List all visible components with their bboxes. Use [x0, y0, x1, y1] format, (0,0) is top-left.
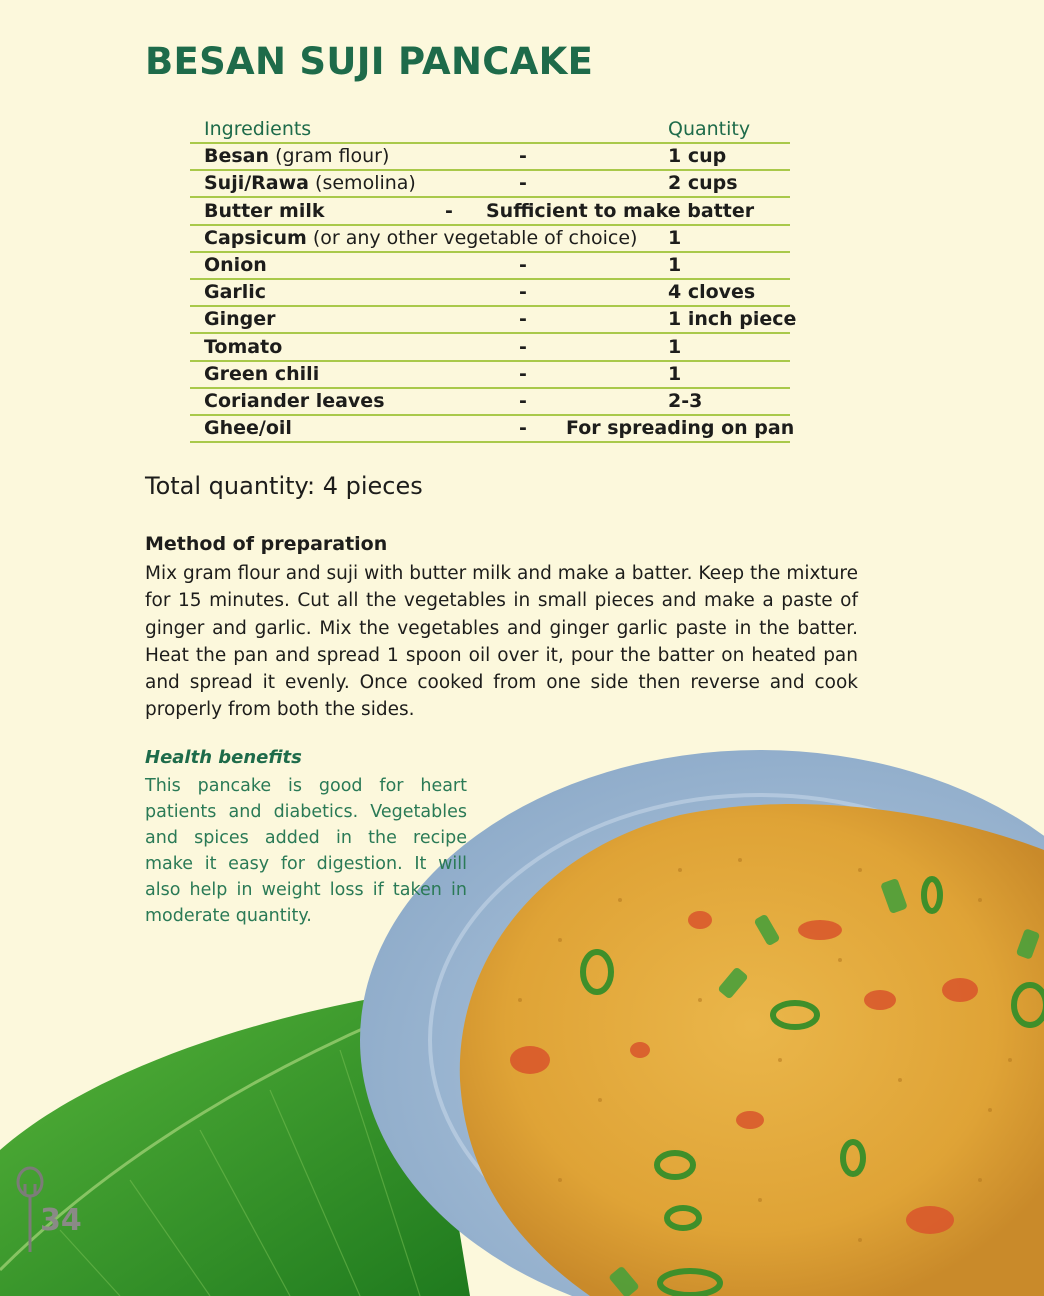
ingredient-name: Garlic	[204, 281, 267, 304]
separator-dash: -	[519, 281, 527, 304]
separator-dash: -	[519, 335, 527, 358]
ingredient-quantity: 1	[668, 226, 682, 249]
method-paragraph: Mix gram flour and suji with butter milk and make a batter. Keep the mixture for 15 minutes. Cut all the vegetables in small pieces and make a paste of ginger and garlic. Mix the vegetables and ginger garlic paste in the batter. Heat the pan and spread 1 spoon oil over it, pour the batter on heated pan and spread it evenly. Once cooked from one side then reverse and cook properly from both the sides.	[145, 563, 858, 721]
quantity-column-header: Quantity	[668, 118, 751, 140]
page-number: 34	[40, 1203, 82, 1238]
separator-dash: -	[519, 172, 527, 195]
ingredient-quantity: Sufficient to make batter	[486, 199, 755, 222]
ingredient-quantity: 2-3	[668, 389, 703, 412]
table-row	[190, 389, 790, 416]
ingredient-quantity: 1	[668, 362, 682, 385]
ingredient-quantity: 1 inch piece	[668, 308, 797, 331]
table-row	[190, 362, 790, 389]
ingredient-quantity: 4 cloves	[668, 281, 756, 304]
separator-dash: -	[445, 199, 453, 222]
separator-dash: -	[519, 417, 527, 440]
ingredient-name: Suji/Rawa (semolina)	[204, 172, 416, 195]
table-row	[190, 416, 795, 443]
separator-dash: -	[519, 145, 527, 168]
ingredients-column-header: Ingredients	[204, 118, 312, 140]
health-benefits-paragraph: This pancake is good for heart patients and diabetics. Vegetables and spices added in the recipe make it easy for digestion. It will also help in weight loss if taken in moderate quantity.	[145, 776, 467, 926]
ingredient-name: Butter milk	[204, 199, 325, 222]
ingredient-quantity: 1	[668, 335, 682, 358]
table-row	[190, 226, 790, 253]
ingredient-name: Ginger	[204, 308, 276, 331]
method-heading: Method of preparation	[145, 533, 388, 555]
ingredient-quantity: For spreading on pan	[566, 417, 795, 440]
ingredients-header	[190, 112, 790, 144]
table-row	[190, 253, 790, 280]
ingredient-name: Green chili	[204, 362, 320, 385]
table-row	[190, 171, 790, 198]
ingredient-name: Capsicum (or any other vegetable of choice)	[204, 226, 638, 249]
ingredient-name: Ghee/oil	[204, 417, 292, 440]
ingredient-name: Tomato	[204, 335, 283, 358]
ingredient-name: Besan (gram flour)	[204, 145, 390, 168]
ingredients-table	[190, 112, 797, 443]
separator-dash: -	[519, 389, 527, 412]
ingredient-name: Onion	[204, 253, 267, 276]
separator-dash: -	[519, 253, 527, 276]
separator-dash: -	[519, 308, 527, 331]
table-row	[190, 280, 790, 307]
ingredient-quantity: 1	[668, 253, 682, 276]
total-quantity: Total quantity: 4 pieces	[145, 472, 423, 500]
table-row	[190, 144, 790, 171]
separator-dash: -	[519, 362, 527, 385]
ingredient-name: Coriander leaves	[204, 389, 385, 412]
table-row	[190, 307, 797, 334]
health-benefits-heading: Health benefits	[145, 747, 302, 768]
ingredient-quantity: 2 cups	[668, 172, 738, 195]
table-row	[190, 334, 790, 361]
page-title: BESAN SUJI PANCAKE	[145, 40, 594, 83]
ingredient-quantity: 1 cup	[668, 145, 727, 168]
table-row	[190, 198, 790, 225]
